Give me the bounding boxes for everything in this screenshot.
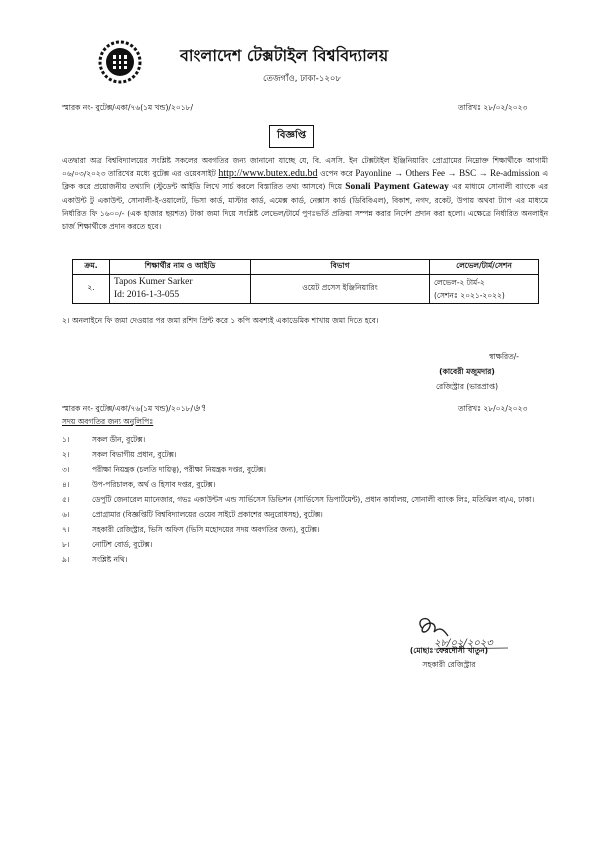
list-item-text: সহকারী রেজিস্ট্রার, ভিসি অফিস (ভিসি মহোদয়ের সদয় অবগতির জন্য), বুটেক্স। [92, 525, 320, 534]
note-2: ২। অনলাইনে ফি জমা দেওয়ার পর জমা রশিদ প্রিন্ট করে ১ কপি অবশ্যই একাডেমিক শাখায় জমা দিতে হবে। [62, 316, 379, 325]
signature-date: ২৮/০২/২০২৩ [434, 638, 493, 649]
list-item-number: ৬। [62, 510, 70, 519]
table-header: বিভাগ [251, 260, 430, 275]
serial-cell: ২. [73, 275, 110, 304]
list-item-number: ৪। [62, 480, 70, 489]
table-row [73, 275, 539, 304]
website-link[interactable]: http://www.butex.edu.bd [218, 168, 318, 179]
list-item-text: সকল বিভাগীয় প্রধান, বুটেক্স। [92, 450, 177, 459]
signatory-1-designation: রেজিস্ট্রার (ভারপ্রাপ্ত) [435, 382, 499, 391]
student-cell [110, 275, 251, 304]
student-name: Tapos Kumer Sarker [114, 277, 193, 287]
list-item-number: ৭। [62, 525, 70, 534]
notice-body [62, 154, 548, 233]
notice-text-1: এতদ্বারা অত্র বিশ্ববিদ্যালয়ের সংশ্লিষ্ট সকলের অবগতির জন্য জানানো যাচ্ছে যে, বি. এসসি. ইন টেক্সটাইল ইঞ্জিনিয়ারিং প্রোগ্রামের নিম্নোক্ত শিক্ষার্থীকে আগামী ০৬/০৩/২০২৩ তারিখের মধ্যে বুটেক্স এর ওয়েবসাইট [62, 156, 548, 178]
distribution-ref-number: স্মারক নং- বুটেক্স/একা/৭৬(১ম খন্ড)/২০১৮/ [62, 404, 193, 413]
list-item [62, 509, 552, 521]
list-item [62, 524, 552, 536]
list-item [62, 554, 552, 566]
table-header: লেভেল/টার্ম/সেশন [430, 260, 539, 275]
list-item [62, 479, 552, 491]
list-item-number: ৩। [62, 465, 70, 474]
list-item-number: ৫। [62, 495, 70, 504]
list-item-text: প্রোগ্রামার (বিজ্ঞপ্তিটি বিশ্ববিদ্যালয়ের ওয়েব সাইটে প্রকাশের অনুরোধসহ), বুটেক্স। [92, 510, 323, 519]
memo-ref-number: স্মারক নং- বুটেক্স/একা/৭৬(১ম খন্ড)/২০১৮/ [62, 103, 193, 112]
list-item-number: ১। [62, 435, 70, 444]
session: (সেশনঃ ২০২১-২০২২) [434, 291, 505, 300]
list-item-text: নোটিশ বোর্ড, বুটেক্স। [92, 540, 153, 549]
payment-path: Payonline → Others Fee → BSC → Re-admission [355, 168, 540, 178]
list-item-number: ৯। [62, 555, 70, 564]
signed-text: স্বাক্ষরিত/- [489, 352, 519, 361]
list-item [62, 449, 552, 461]
memo-date: তারিখঃ ২৮/০২/২০২৩ [458, 103, 528, 112]
payment-gateway: Sonali Payment Gateway [345, 182, 449, 192]
student-table [72, 259, 539, 304]
table-header: শিক্ষার্থীর নাম ও আইডি [110, 260, 251, 275]
department-cell: ওয়েট প্রসেস ইঞ্জিনিয়ারিং [251, 275, 430, 304]
list-item-text: সংশ্লিষ্ট নথি। [92, 555, 128, 564]
distribution-date: তারিখঃ ২৮/০২/২০২৩ [458, 404, 528, 413]
list-item [62, 434, 552, 446]
table-header: ক্রম. [73, 260, 110, 275]
distribution-heading: সদয় অবগতির জন্য অনুলিপিঃ [62, 417, 154, 426]
list-item-number: ২। [62, 450, 70, 459]
signatory-2 [394, 644, 504, 672]
list-item-text: পরীক্ষা নিয়ন্ত্রক (চলতি দায়িত্ব), পরীক্ষা নিয়ন্ত্রক দপ্তর, বুটেক্স। [92, 465, 266, 474]
distribution-ref [62, 401, 206, 418]
university-address: তেজগাঁও, ঢাকা-১২০৮ [263, 74, 341, 84]
distribution-list [62, 434, 552, 569]
list-item [62, 539, 552, 551]
level-term: লেভেল-২ টার্ম-২ [434, 278, 485, 287]
signatory-2-name: (মোছাঃ ফেরদৌসী খাতুন) [409, 646, 489, 655]
list-item-text: উপ-পরিচালক, অর্থ ও হিসাব দপ্তর, বুটেক্স। [92, 480, 216, 489]
signatory-1 [407, 349, 527, 394]
notice-text-2: ওপেন করে [320, 169, 353, 178]
list-item [62, 464, 552, 476]
level-term-cell [430, 275, 539, 304]
ref-handwritten-suffix: ৬৭ [192, 403, 206, 414]
list-item-number: ৮। [62, 540, 70, 549]
notice-title: বিজ্ঞপ্তি [269, 125, 314, 148]
table-header-row [73, 260, 539, 275]
notice-text-4: এর মাধ্যমে সোনালী ব্যাংকে এর একাউন্ট টু একাউন্ট, সোনালী-ই-ওয়ালেট, ভিসা কার্ড, মাস্টার কার্ড, এমেক্স কার্ড, নেক্সাস কার্ড (ডিবিবিএল), বিকাশ, নগদ, রকেট, উপায় অথবা ট্যাপ এর মাধ্যমে নির্ধারিত ফি ১৬০০/- (এক হাজার ছয়শত) টাকা জমা দিয়ে সংশ্লিষ্ট লেভেল/টার্মে পুণঃভর্তি প্রক্রিয়া সম্পন্ন করার নির্দেশ প্রদান করা হলো। এক্ষেত্রে নির্ধারিত অনলাইন চার্জ শিক্ষার্থীকে প্রদান করতে হবে। [62, 182, 548, 231]
university-name: বাংলাদেশ টেক্সটাইল বিশ্ববিদ্যালয় [180, 46, 389, 65]
list-item-text: ডেপুটি জেনারেল ম্যানেজার, গভঃ একাউন্টস এন্ড সার্ভিসেস ডিভিশন (সার্ভিসেস ডিপার্টমেন্ট), প্রধান কার্যালয়, সোনালী ব্যাংক লিঃ, মতিঝিল বা/এ, ঢাকা। [92, 495, 535, 504]
signatory-1-name: (কাবেরী মজুমদার) [439, 367, 495, 376]
list-item [62, 494, 552, 506]
student-id: Id: 2016-1-3-055 [114, 290, 180, 300]
list-item-text: সকল ডীন, বুটেক্স। [92, 435, 146, 444]
notice-text-3: এ ক্লিক করে প্রয়োজনীয় তথ্যাদি (স্টুডেন্ট আইডি লিখে সার্চ করলে বিস্তারিত তথ্য আসবে) দিয়ে [62, 169, 548, 191]
signatory-2-designation: সহকারী রেজিস্ট্রার [422, 660, 476, 669]
university-logo [98, 40, 142, 84]
